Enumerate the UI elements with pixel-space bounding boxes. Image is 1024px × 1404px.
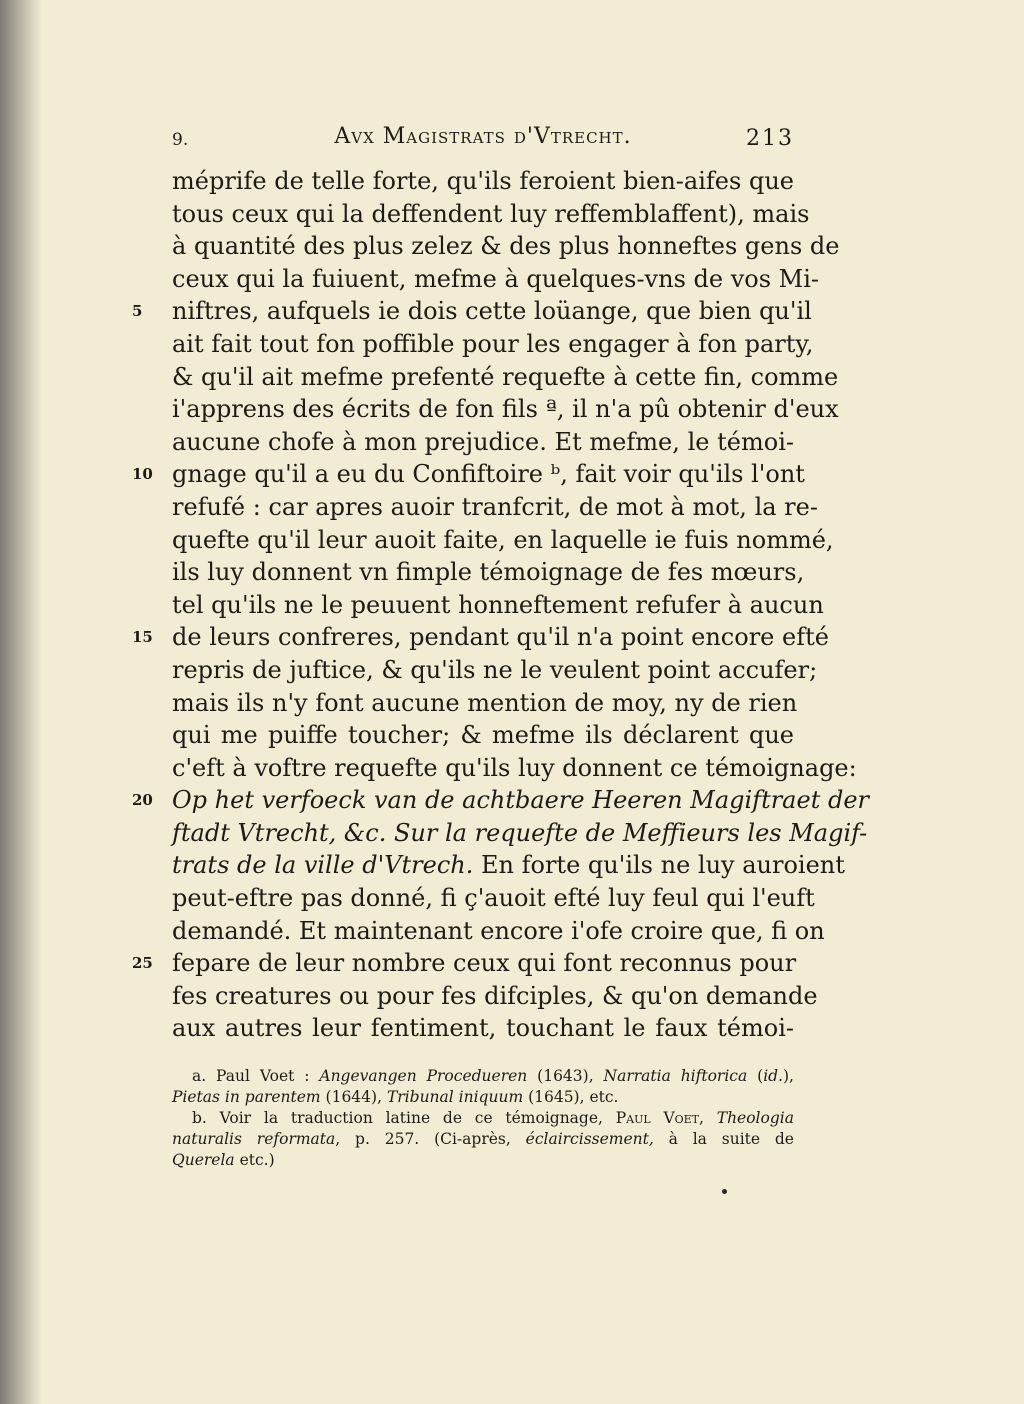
footnote-a-line: a. Paul Voet : Angevangen Procedueren (1643), Narratia hiftorica (id.), — [192, 1067, 794, 1085]
text-line: i'apprens des écrits de fon fils ª, il n'a pû obtenir d'eux — [172, 395, 839, 424]
book-spine-shadow — [0, 0, 42, 1404]
text-line: qui me puiffe toucher; & mefme ils déclarent que — [172, 721, 794, 750]
line-number: 25 — [132, 954, 153, 973]
page-header — [172, 124, 794, 156]
text-line: tel qu'ils ne le peuuent honneftement refufer à aucun — [172, 590, 824, 619]
text-line: méprife de telle forte, qu'ils feroient bien-aifes que — [172, 167, 794, 195]
text-line: tous ceux qui la deffendent luy reffemblaffent), mais — [172, 199, 810, 228]
text-line: ait fait tout fon poffible pour les engager à fon party, — [172, 329, 814, 358]
signature-folio: 9. — [172, 130, 189, 150]
text-line: 5 niftres, aufquels ie dois cette loüange, que bien qu'il — [172, 295, 794, 328]
footnote-b-line: b. Voir la traduction latine de ce témoignage, Paul Voet, Theologia — [192, 1109, 794, 1127]
text-line: 10 gnage qu'il a eu du Confiftoire ᵇ, fait voir qu'ils l'ont — [172, 458, 794, 491]
text-line: c'eft à voftre requefte qu'ils luy donnent ce témoignage: — [172, 753, 857, 782]
footnote-b-line: naturalis reformata, p. 257. (Ci-après, éclaircissement, à la suite de — [172, 1130, 794, 1148]
text-line: 25 fepare de leur nombre ceux qui font reconnus pour — [172, 947, 794, 980]
text-line: fes creatures ou pour fes difciples, & qu'on demande — [172, 981, 818, 1010]
text-line: mais ils n'y font aucune mention de moy, ny de rien — [172, 688, 798, 717]
running-title: Avx Magistrats d'Vtrecht. — [334, 124, 632, 149]
line-number: 15 — [132, 628, 153, 647]
text-line: quefte qu'il leur auoit faite, en laquelle ie fuis nommé, — [172, 525, 834, 554]
text-line: ceux qui la fuiuent, mefme à quelques-vns de vos Mi- — [172, 264, 820, 293]
line-number: 5 — [132, 302, 143, 321]
text-line: & qu'il ait mefme prefenté requefte à cette fin, comme — [172, 362, 839, 391]
text-line: 15 de leurs confreres, pendant qu'il n'a point encore efté — [172, 621, 794, 654]
text-line-dutch-quote: ftadt Vtrecht, &c. Sur la requefte de Meffieurs les Magif- — [172, 818, 868, 847]
text-line: ils luy donnent vn fimple témoignage de fes mœurs, — [172, 558, 805, 587]
line-number: 10 — [132, 465, 153, 484]
text-line: trats de la ville d'Vtrech. En forte qu'ils ne luy auroient — [172, 851, 845, 880]
text-line: peut-eftre pas donné, fi ç'auoit efté luy feul qui l'euft — [172, 884, 815, 913]
text-line: à quantité des plus zelez & des plus honneftes gens de — [172, 232, 840, 261]
text-line-dutch-quote: 20 Op het verfoeck van de achtbaere Heeren Magiftraet der — [172, 784, 794, 817]
text-line: aucune chofe à mon prejudice. Et mefme, le témoi- — [172, 427, 794, 456]
ink-speck — [722, 1189, 727, 1194]
text-line: demandé. Et maintenant encore i'ofe croire que, fi on — [172, 916, 825, 945]
footnotes — [172, 1066, 794, 1171]
footnote-a-line: Pietas in parentem (1644), Tribunal iniquum (1645), etc. — [172, 1088, 619, 1106]
footnote-b-line: Querela etc.) — [172, 1151, 275, 1169]
text-line: aux autres leur fentiment, touchant le faux témoi- — [172, 1014, 794, 1043]
text-line: repris de juftice, & qu'ils ne le veulent point accufer; — [172, 655, 818, 684]
body-text — [132, 165, 870, 1045]
page-number: 213 — [746, 126, 794, 151]
quote-tail: trats de la ville d'Vtrech. — [172, 851, 474, 880]
text-line: refufé : car apres auoir tranfcrit, de mot à mot, la re- — [172, 492, 818, 521]
line-number: 20 — [132, 791, 153, 810]
